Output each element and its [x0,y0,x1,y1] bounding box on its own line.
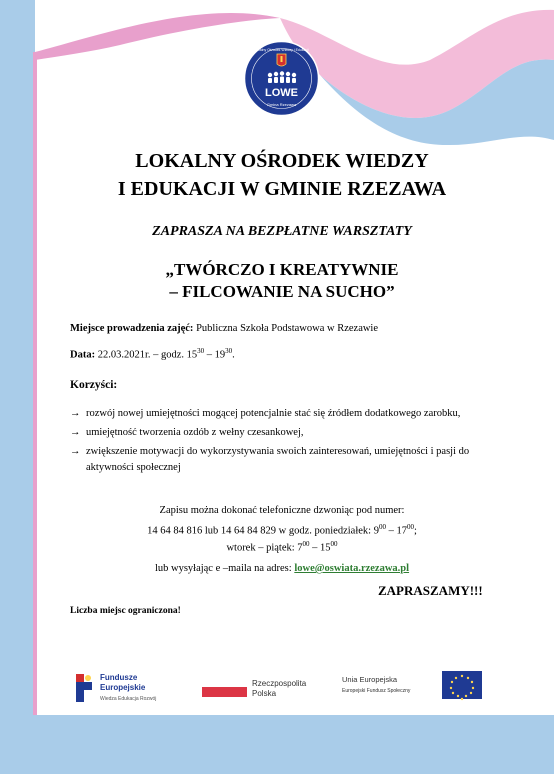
benefits-label: Korzyści: [70,379,118,391]
venue-value: Publiczna Szkoła Podstawowa w Rzezawie [193,323,379,334]
email-link[interactable]: lowe@oswiata.rzezawa.pl [294,563,410,574]
fundusze-europejskie-logo [70,668,190,708]
phone-text-a: 14 64 84 816 lub 14 64 84 829 w godz. poniedziałek: 9 [147,525,379,537]
contact-phones [70,523,494,537]
date-label: Data: [70,349,96,361]
phone-text-c: ; [413,525,417,537]
list-item [70,425,510,441]
workshop-line-1: „TWÓRCZO I KREATYWNIE [165,260,399,279]
arrow-icon: → [70,427,81,438]
benefit-text-1: rozwój nowej umiejętności mogącej potencjalnie stać się źródłem dodatkowego zarobku, [86,408,461,419]
bottom-band [0,715,554,774]
limit-text: Liczba miejsc ograniczona! [70,606,181,616]
invite-text: ZAPRASZA NA BEZPŁATNE WARSZTATY [152,224,412,239]
fe-line-2: Europejskie [100,683,146,692]
footer-logos [70,668,490,708]
title-line-2: I EDUKACJI W GMINIE RZEZAWA [117,178,447,200]
date-sup-2: 30 [225,347,233,355]
ue-line-2: Europejski Fundusz Społeczny [342,688,411,694]
contact-intro: Zapisu można dokonać telefoniczne dzwoniąc pod numer: [159,505,405,516]
closing-text: ZAPRASZAMY!!! [378,583,483,598]
unia-europejska-logo [342,668,487,708]
sup-c: 00 [302,540,310,548]
date-line [70,347,235,361]
title-line-1: LOKALNY OŚRODEK WIEDZY [135,150,429,172]
email-intro: lub wysyłając e –maila na adres: [154,563,295,574]
benefit-text-2: umiejętność tworzenia ozdób z wełny czesankowej, [86,427,304,438]
workshop-title [70,259,494,303]
arrow-icon: → [70,446,81,457]
arrow-icon: → [70,408,81,419]
benefit-text-3: zwiększenie motywacji do wykorzystywania swoich zainteresowań, umiejętności i pasji do aktywności społecznej [86,446,470,473]
fe-line-3: Wiedza Edukacja Rozwój [100,696,157,702]
fe-line-1: Fundusze [100,673,138,682]
rp-line-1: Rzeczpospolita [252,679,307,688]
logo-arc-text: Lokalny Ośrodek Wiedzy i Edukacji [254,48,309,52]
list-item [70,444,510,476]
rp-line-2: Polska [252,689,277,698]
date-end: . [232,349,235,361]
ue-line-1: Unia Europejska [342,675,398,684]
venue-line [70,323,378,334]
date-mid: – 19 [204,349,226,361]
benefits-list [70,406,510,479]
sup-a: 00 [378,523,386,531]
sup-d: 00 [330,540,338,548]
date-value: 22.03.2021r. – godz. 15 [95,349,198,361]
logo-bottom-text: Gmina Rzezawa [266,102,297,107]
list-item [70,406,510,422]
sup-b: 00 [406,523,414,531]
lowe-logo [243,40,320,117]
workshop-line-2: – FILCOWANIE NA SUCHO” [169,282,395,301]
email-line [70,563,494,574]
phone-text-b: – 17 [385,525,407,537]
rzeczpospolita-polska-logo [202,673,332,707]
poster-title [70,147,494,203]
day-text-b: – 15 [309,542,331,554]
day-text-a: wtorek – piątek: 7 [226,542,303,554]
date-sup-1: 30 [197,347,205,355]
left-stripe [33,52,37,715]
contact-days [70,540,494,554]
venue-label: Miejsce prowadzenia zajęć: [70,323,194,334]
logo-main-text: LOWE [265,87,298,99]
